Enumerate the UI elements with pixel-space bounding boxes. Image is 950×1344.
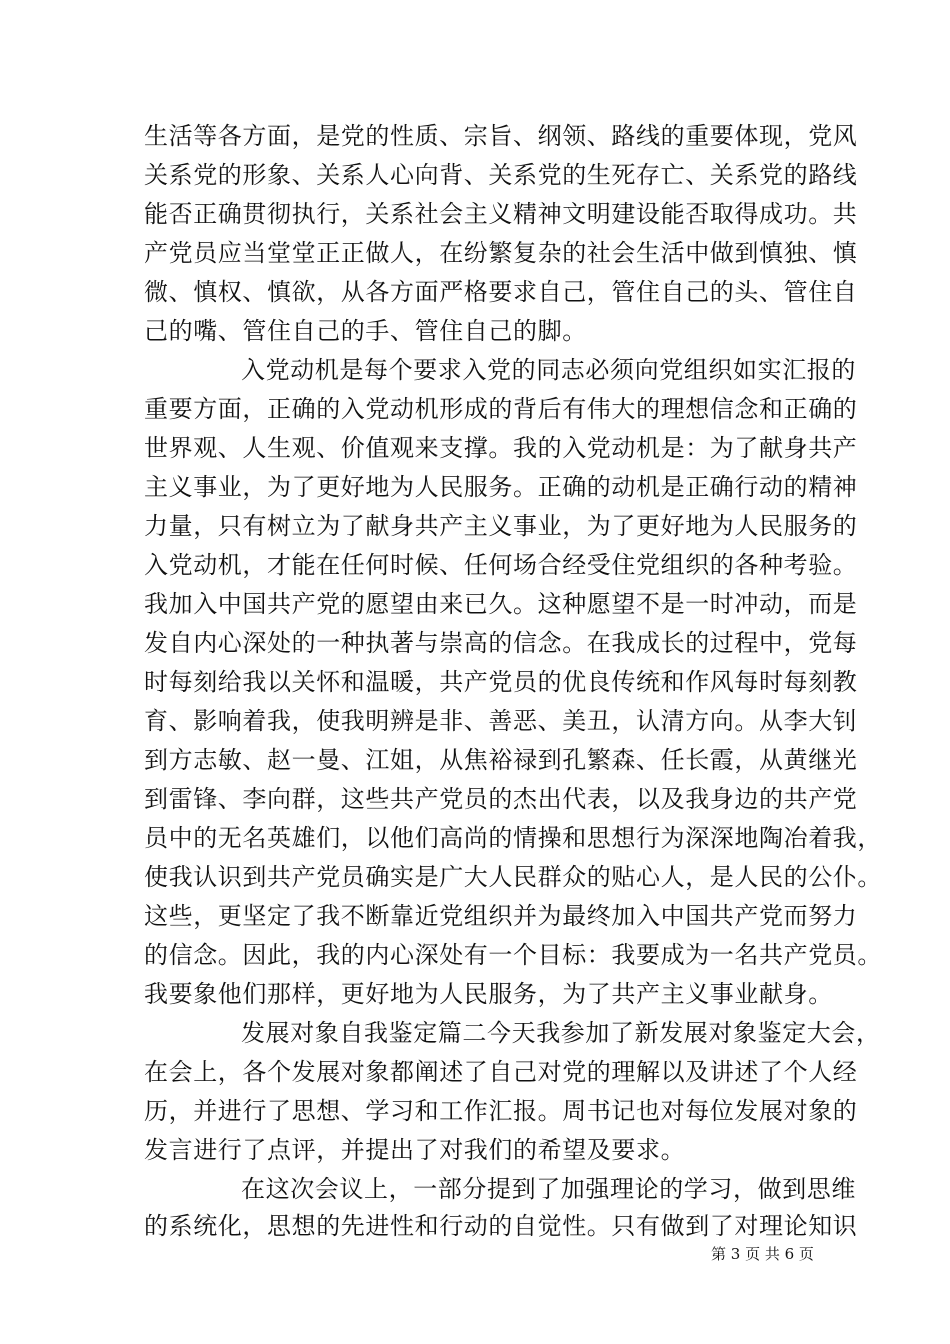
paragraph-1-line-5: 微、慎权、慎欲，从各方面严格要求自己，管住自己的头、管住自 [144,278,858,306]
paragraph-2-line-16: 的信念。因此，我的内心深处有一个目标：我要成为一名共产党员。 [144,941,882,969]
paragraph-2-line-3: 世界观、人生观、价值观来支撑。我的入党动机是：为了献身共产 [144,434,858,462]
page-number: 第 3 页 共 6 页 [711,1245,814,1263]
paragraph-2-line-5: 力量，只有树立为了献身共产主义事业，为了更好地为人民服务的 [144,512,858,540]
paragraph-3-line-2: 在会上，各个发展对象都阐述了自己对党的理解以及讲述了个人经 [144,1058,858,1086]
paragraph-1-line-4: 产党员应当堂堂正正做人，在纷繁复杂的社会生活中做到慎独、慎 [144,239,858,267]
paragraph-3-line-4: 发言进行了点评，并提出了对我们的希望及要求。 [144,1136,686,1164]
paragraph-3-line-3: 历，并进行了思想、学习和工作汇报。周书记也对每位发展对象的 [144,1097,858,1125]
paragraph-4-line-2: 的系统化，思想的先进性和行动的自觉性。只有做到了对理论知识 [144,1212,858,1240]
paragraph-4-line-1: 在这次会议上，一部分提到了加强理论的学习，做到思维 [241,1175,856,1203]
paragraph-1-line-2: 关系党的形象、关系人心向背、关系党的生死存亡、关系党的路线 [144,161,858,189]
paragraph-1-line-3: 能否正确贯彻执行，关系社会主义精神文明建设能否取得成功。共 [144,200,858,228]
paragraph-2-line-8: 发自内心深处的一种执著与崇高的信念。在我成长的过程中，党每 [144,629,858,657]
paragraph-2-line-2: 重要方面，正确的入党动机形成的背后有伟大的理想信念和正确的 [144,395,858,423]
paragraph-2-line-9: 时每刻给我以关怀和温暖，共产党员的优良传统和作风每时每刻教 [144,668,858,696]
paragraph-1-line-1: 生活等各方面，是党的性质、宗旨、纲领、路线的重要体现，党风 [144,122,858,150]
paragraph-2-line-12: 到雷锋、李向群，这些共产党员的杰出代表，以及我身边的共产党 [144,785,858,813]
paragraph-2-line-6: 入党动机，才能在任何时候、任何场合经受住党组织的各种考验。 [144,551,858,579]
paragraph-2-line-10: 育、影响着我，使我明辨是非、善恶、美丑，认清方向。从李大钊 [144,707,858,735]
paragraph-2-line-1: 入党动机是每个要求入党的同志必须向党组织如实汇报的 [241,356,856,384]
paragraph-2-line-17: 我要象他们那样，更好地为人民服务，为了共产主义事业献身。 [144,980,833,1008]
paragraph-2-line-14: 使我认识到共产党员确实是广大人民群众的贴心人，是人民的公仆。 [144,863,882,891]
paragraph-2-line-11: 到方志敏、赵一曼、江姐，从焦裕禄到孔繁森、任长霞，从黄继光 [144,746,858,774]
paragraph-1-line-6: 己的嘴、管住自己的手、管住自己的脚。 [144,317,587,345]
paragraph-3-line-1: 发展对象自我鉴定篇二今天我参加了新发展对象鉴定大会， [241,1019,881,1047]
paragraph-2-line-15: 这些，更坚定了我不断靠近党组织并为最终加入中国共产党而努力 [144,902,858,930]
paragraph-2-line-7: 我加入中国共产党的愿望由来已久。这种愿望不是一时冲动，而是 [144,590,858,618]
paragraph-2-line-13: 员中的无名英雄们，以他们高尚的情操和思想行为深深地陶冶着我， [144,824,882,852]
paragraph-2-line-4: 主义事业，为了更好地为人民服务。正确的动机是正确行动的精神 [144,473,858,501]
